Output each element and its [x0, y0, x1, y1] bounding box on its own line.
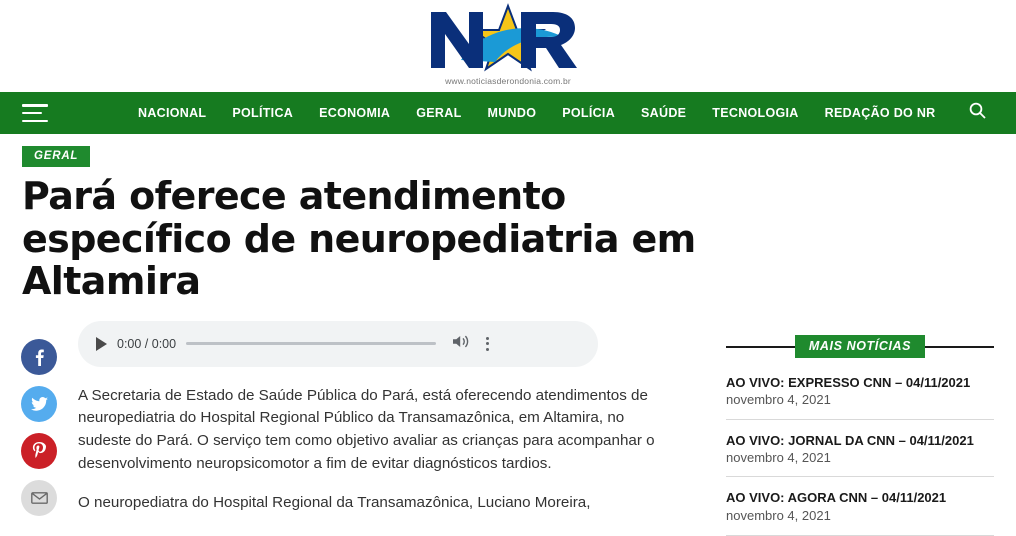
- news-date: novembro 4, 2021: [726, 508, 831, 524]
- sidebar: [726, 321, 1016, 536]
- main-navigation: [0, 92, 1016, 134]
- nav-item-saude[interactable]: SAÚDE: [641, 106, 687, 120]
- share-facebook-icon[interactable]: [21, 339, 57, 375]
- nav-item-policia[interactable]: POLÍCIA: [562, 106, 616, 120]
- more-options-icon[interactable]: [480, 337, 495, 351]
- sidebar-title: MAIS NOTÍCIAS: [795, 335, 925, 358]
- page-content: [0, 134, 1016, 536]
- news-date: novembro 4, 2021: [726, 449, 831, 465]
- volume-icon[interactable]: [452, 334, 470, 354]
- list-item[interactable]: [726, 362, 994, 420]
- share-email-icon[interactable]: [21, 480, 57, 516]
- list-item[interactable]: [726, 420, 994, 478]
- news-date: novembro 4, 2021: [726, 391, 831, 407]
- play-icon[interactable]: [96, 337, 107, 351]
- category-badge[interactable]: GERAL: [22, 146, 90, 167]
- logo-url: www.noticiasderondonia.com.br: [445, 76, 571, 86]
- share-twitter-icon[interactable]: [21, 386, 57, 422]
- nav-items: [138, 106, 936, 120]
- list-item[interactable]: [726, 477, 994, 536]
- site-logo[interactable]: [403, 4, 613, 88]
- page-title: Pará oferece atendimento específico de neuropediatria em Altamira: [22, 174, 696, 304]
- news-title[interactable]: AO VIVO: EXPRESSO CNN – 04/11/2021: [726, 374, 971, 390]
- article-paragraph: O neuropediatra do Hospital Regional da Transamazônica, Luciano Moreira,: [78, 493, 591, 511]
- article-paragraph: A Secretaria de Estado de Saúde Pública do Pará, está oferecendo atendimentos de neuropediatria do Hospital Regional Público da Transamazônica, em Altamira, no sudeste do Pará. O serviço tem como objetivo avaliar as crianças para acompanhar o desenvolvimento neuropsicomotor a fim de evitar diagnósticos tardios.: [78, 386, 655, 473]
- logo-graphic: [403, 4, 613, 76]
- nav-item-geral[interactable]: GERAL: [416, 106, 462, 120]
- article-body: [78, 321, 726, 536]
- share-rail: [0, 321, 78, 536]
- nav-item-nacional[interactable]: NACIONAL: [138, 106, 207, 120]
- search-icon[interactable]: [969, 102, 986, 124]
- nav-item-mundo[interactable]: MUNDO: [487, 106, 537, 120]
- nav-item-politica[interactable]: POLÍTICA: [232, 106, 294, 120]
- nav-item-redacao-do-nr[interactable]: REDAÇÃO DO NR: [824, 106, 936, 120]
- audio-player[interactable]: [78, 321, 598, 367]
- nav-item-tecnologia[interactable]: TECNOLOGIA: [712, 106, 799, 120]
- news-title[interactable]: AO VIVO: JORNAL DA CNN – 04/11/2021: [726, 432, 974, 448]
- news-title[interactable]: AO VIVO: AGORA CNN – 04/11/2021: [726, 490, 947, 506]
- hamburger-icon[interactable]: [22, 104, 48, 122]
- nav-item-economia[interactable]: ECONOMIA: [319, 106, 391, 120]
- audio-time: 0:00 / 0:00: [117, 336, 177, 351]
- content-columns: [0, 321, 1016, 536]
- sidebar-heading: [726, 335, 994, 358]
- share-pinterest-icon[interactable]: [21, 433, 57, 469]
- audio-progress-slider[interactable]: [186, 342, 436, 346]
- site-header: [0, 0, 1016, 92]
